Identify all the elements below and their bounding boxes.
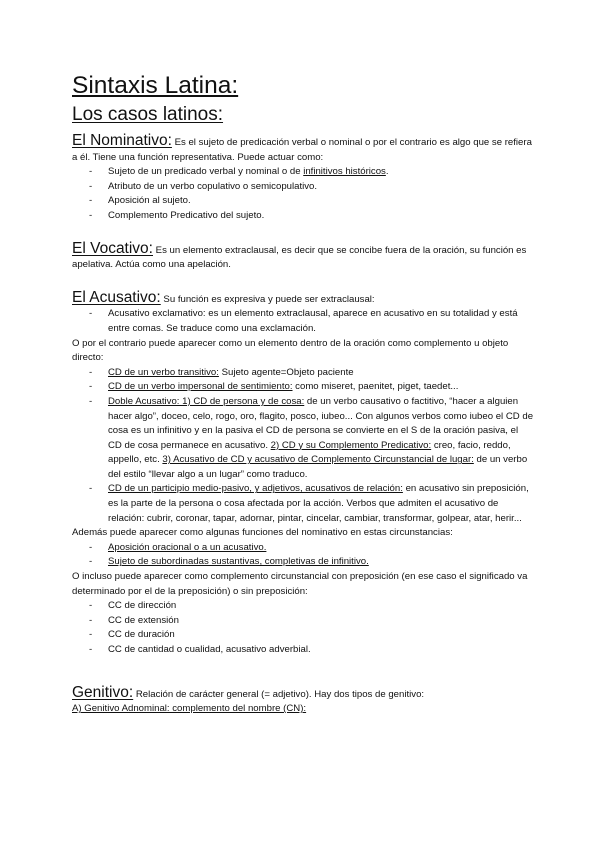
list-item	[72, 614, 534, 629]
list-item-text: CC de duración	[108, 629, 175, 641]
underlined-term: 3) Acusativo de CD y acusativo de Complemento Circunstancial de lugar:	[162, 454, 474, 466]
nominativo-intro: Es el sujeto de predicación verbal o nominal o por el contrario es algo que se refiera a él. Tiene una función representativa. Puede actuar como:	[72, 137, 532, 163]
acusativo-list-cc	[72, 599, 534, 657]
nominativo-paragraph	[72, 134, 534, 165]
list-item-text: como miseret, paenitet, piget, taedet...	[292, 381, 459, 393]
document-subtitle: Los casos latinos:	[72, 104, 224, 125]
underlined-term: Sujeto de subordinadas sustantivas, completivas de infinitivo.	[108, 556, 369, 568]
underlined-term: CD de un verbo impersonal de sentimiento:	[108, 381, 293, 393]
list-item-text: CC de extensión	[108, 614, 179, 626]
section-nominativo	[72, 134, 534, 224]
genitivo-paragraph	[72, 683, 534, 703]
vocativo-paragraph	[72, 239, 534, 273]
list-item-text: Complemento Predicativo del sujeto.	[108, 209, 265, 221]
section-acusativo	[72, 288, 534, 658]
list-item	[72, 209, 534, 224]
acusativo-para2: Además puede aparecer como algunas funciones del nominativo en estas circunstancias:	[72, 527, 453, 539]
list-item-text: creo, facio, reddo, appello, etc.	[108, 439, 511, 466]
section-vocativo	[72, 239, 534, 273]
vocativo-intro: Es un elemento extraclausal, es decir que se concibe fuera de la oración, su función es apelativa. Actúa como una apelación.	[72, 244, 527, 271]
spacer	[72, 658, 534, 686]
underlined-term: 2) CD y su Complemento Predicativo:	[270, 439, 432, 451]
acusativo-list-nominativo	[72, 541, 534, 570]
acusativo-list-exclamativo	[72, 307, 534, 336]
underlined-term: Doble Acusativo: 1) CD de persona y de cosa:	[108, 395, 305, 407]
acusativo-heading: El Acusativo:	[72, 288, 161, 306]
list-item-text: de un verbo causativo o factitivo, “hacer a alguien hacer algo”, doceo, celo, rogo, oro, flagito, posco, iubeo... Con algunos verbos como iubeo el CD de cosa es un infinitivo y en la pasiva el CD de persona se convierte en el S de la oración pasiva, el CD de cosa permanece en acusativo.	[108, 395, 534, 451]
list-item	[72, 165, 534, 180]
nominativo-heading: El Nominativo:	[72, 132, 172, 149]
list-item-text: Sujeto agente=Objeto paciente	[218, 366, 354, 378]
list-item	[72, 395, 534, 483]
list-item	[72, 643, 534, 658]
list-item	[72, 307, 534, 336]
list-item	[72, 599, 534, 614]
list-item	[72, 555, 534, 570]
underlined-term: infinitivos históricos	[303, 166, 386, 178]
acusativo-intro: Su función es expresiva y puede ser extraclausal:	[160, 293, 375, 305]
list-item-text: CC de dirección	[108, 600, 177, 612]
list-item	[72, 194, 534, 209]
list-item-text: Aposición al sujeto.	[108, 195, 191, 207]
list-item	[72, 628, 534, 643]
acusativo-para3: O incluso puede aparecer como complemento circunstancial con preposición (en ese caso el significado va determinado por el de la preposición) o sin preposición:	[72, 571, 528, 597]
section-genitivo	[72, 683, 534, 717]
acusativo-para1: O por el contrario puede aparecer como un elemento dentro de la oración como complemento u objeto directo:	[72, 337, 509, 364]
document-page	[72, 72, 534, 717]
list-item-text: Atributo de un verbo copulativo o semicopulativo.	[108, 180, 318, 192]
list-item-text: .	[385, 166, 389, 178]
list-item	[72, 541, 534, 556]
list-item	[72, 380, 534, 395]
acusativo-list-cd	[72, 366, 534, 527]
list-item-text: Sujeto de un predicado verbal y nominal o de	[108, 166, 304, 178]
list-item-text: de un verbo del estilo “llevar algo a un lugar” como traduco.	[108, 454, 528, 480]
underlined-term: CD de un participio medio-pasivo, y adjetivos, acusativos de relación:	[108, 483, 403, 495]
genitivo-subheading: A) Genitivo Adnominal: complemento del nombre (CN):	[72, 703, 307, 715]
list-item-text: en acusativo sin preposición, es la parte de la persona o cosa afectada por la acción. Verbos que admiten el acusativo de relación: cubrir, coronar, tapar, adornar, pintar, cincelar, cambiar, transformar, golpear, atar, herir...	[108, 483, 529, 524]
acusativo-paragraph	[72, 288, 534, 308]
underlined-term: CD de un verbo transitivo:	[108, 366, 219, 378]
list-item	[72, 180, 534, 195]
list-item	[72, 482, 534, 526]
genitivo-heading: Genitivo:	[72, 683, 134, 701]
vocativo-heading: El Vocativo:	[72, 239, 153, 257]
list-item	[72, 366, 534, 381]
list-item-text: CC de cantidad o cualidad, acusativo adverbial.	[108, 644, 311, 655]
nominativo-list	[72, 165, 534, 223]
document-title: Sintaxis Latina:	[72, 72, 239, 99]
list-item-text: Acusativo exclamativo: es un elemento extraclausal, aparece en acusativo en su totalidad y está entre comas. Se traduce como una exclamación.	[108, 308, 518, 334]
genitivo-intro: Relación de carácter general (= adjetivo). Hay dos tipos de genitivo:	[133, 688, 425, 700]
underlined-term: Aposición oracional o a un acusativo.	[108, 541, 267, 553]
